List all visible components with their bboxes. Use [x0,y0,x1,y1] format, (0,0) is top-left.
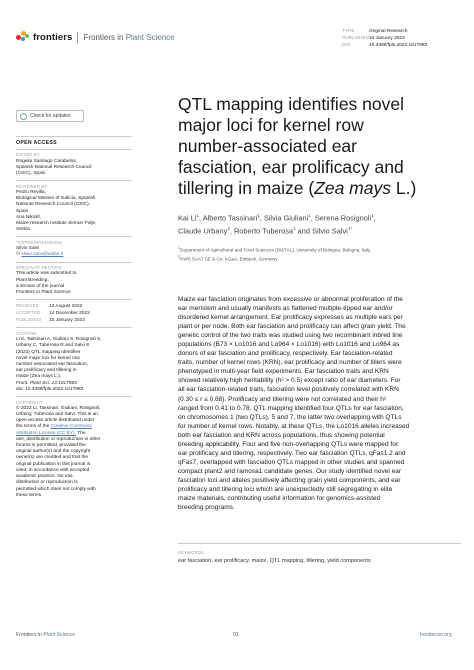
reviewers: Pedro Revilla, Biological Mission of Galicia, Spanish National Research Council (CSIC), Spain Ana Nikolić, Maize research Institute Zemun Polje, Serbia [16,190,97,233]
author: Silvio Salvi [312,226,348,236]
author: Roberto Tuberosa [233,226,294,236]
open-access-label: OPEN ACCESS [16,139,57,146]
page-number: 01 [233,632,239,638]
author: Serena Rosignoli [314,213,372,223]
article-type: Original Research [369,29,408,34]
keywords-divider [178,543,461,544]
brand-name: frontiers [33,31,73,43]
publish-date: 10 January 2023 [369,36,405,42]
article-title: QTL mapping identifies novel major loci for kernel row number-associated ear fasciation, ear prolificacy and tillering in maize (Zea mays L.) [178,94,417,198]
specialty-section: This article was submitted to Plant Breeding, a section of the journal Frontiers in Plant Science [16,271,77,296]
sidebar: OPEN ACCESS EDITED BY Rogelio Santiago Carabelos, Spanish National Research Council (CSIC), Spain REVIEWED BY Pedro Revilla, Biological Mission of Galicia, Spanish National Research Council (CSIC), Spain Ana Nikolić, Maize research Institute Zemun Polje, Serbia *CORRESPONDENCE Silvio Salvi ✉ silvio.salvi@unibo.it SPECIALTY SECTION This article was submitted to Plant Breeding, a section of the journal Frontiers in Plant Science RECEIVED 12 August 2022 ACCEPTED 14 December 2022 PUBLISHED 10 January 2023 CITATION Li K, Tassinari A, Giuliani S, Rosignoli S, Urbany C, Tuberosa R and Salvi S (2023) QTL mapping identifies novel major loci for kernel row number-associated ear fasciation, ear prolificacy and tillering in maize (Zea mays L.). Front. Plant Sci. 13:1017983. doi: 10.3389/fpls.2022.1017983 COPYRIGHT © 2023 Li, Tassinari, Giuliani, Rosignoli, Urbany, Tuberosa and Salvi. This is an open-access article distributed under the terms of the Creative Commons Attribution License (CC BY). The use, distribution or reproduction in other forums is permitted, provided the original author(s) and the copyright owner(s) are credited and that the original publication in this journal is cited, in accordance with accepted academic practice. No use, distribution or reproduction is permitted which does not comply with these terms. [16,133,132,499]
abstract: Maize ear fasciation originates from excessive or abnormal proliferation of the ear meristem and usually manifests as flattened multiple-tipped ear and/or disordered kernel arrangement. Ear prolificacy expresses as multiple ears per plant or per node. Both ear fasciation and prolificacy can affect grain yield. The genetic control of the two traits was studied using two recombinant inbred line populations (B73 × Lo1016 and Lo964 × Lo1016) with Lo1016 and Lo964 as donors of ear fasciation and prolificacy, respectively. Ear fasciation-related traits, number of kernel rows (KRN), ear prolificacy and number of tillers were phenotyped in multi-year field experiments. Ear fasciation traits and KRN showed relatively high heritability (h² > 0.5) except ratio of ear diameters. For all ear fasciation-related traits, fasciation level positively correlated with KRN (0.30 ≤ r ≤ 0.68). Prolificacy and tillering were not correlated and their h² ranged from 0.41 to 0.78. QTL mapping identified four QTLs for ear fasciation, on chromosomes 1 (two QTLs), 5 and 7, the latter two overlapping with QTLs for number of kernel rows. Notably, at these QTLs, the Lo1016 alleles increased both ear fasciation and KRN across populations, thus showing potential breeding applicability. Four and five non-overlapping QTLs were mapped for ear prolificacy and tillering, respectively. Two ear fasciation QTLs, qFas1.2 and qFas7, overlapped with fasciation QTLs mapped in other studies and spanned compact plant2 and ramosa1 candidate genes. Our study identified novel ear fasciation loci and alleles positively affecting grain yield components, and ear prolificacy and tillering loci which are unexpectedly still segregating in elite maize materials, contributing useful information for genomics-assisted breeding programs. [178,296,410,512]
author: Kai Li [178,213,197,223]
correspondence: Silvio Salvi ✉ silvio.salvi@unibo.it [16,246,64,258]
author: Silvia Giuliani [263,213,309,223]
cc-by-link[interactable]: Attribution License (CC BY). [16,430,76,436]
received-row: RECEIVED 12 August 2022 [16,302,83,309]
author-list: Kai Li$^1$, Alberto Tassinari$^1$, Silvia Giuliani$^1$, Serena Rosignoli$^1$, Claude Urbany$^2$, Roberto Tuberosa$^1$ and Silvio Salvi$^{1*}$ [178,213,376,236]
keywords: ear fasciation, ear prolificacy, maize, QTL mapping, tillering, yield components [178,558,371,564]
footer-journal: Frontiers in Plant Science [16,632,76,638]
footer-site-link[interactable]: frontiersin.org [420,632,452,638]
header-divider [77,32,78,43]
article-meta: TYPE Original Research PUBLISHED10 January 2023 DOI 10.3389/fpls.2022.1017983 [342,29,428,49]
accepted-row: ACCEPTED 14 December 2022 [16,310,90,317]
citation: Li K, Tassinari A, Giuliani S, Rosignoli S, Urbany C, Tuberosa R and Salvi S (2023) QTL mapping identifies novel major loci for kernel row number-associated ear fasciation, ear prolificacy and tillering in maize (Zea mays L.). Front. Plant Sci. 13:1017983. doi: 10.3389/fpls.2022.1017983 [16,337,102,392]
author: Alberto Tassinari [202,213,258,223]
doi-link[interactable]: 10.3389/fpls.2022.1017983 [369,43,428,49]
frontiers-logo-icon [16,31,30,43]
refresh-icon [20,113,27,120]
published-row: PUBLISHED 10 January 2023 [16,317,85,324]
journal-title: Frontiers in Plant Science [83,32,175,42]
keywords-block: KEYWORDS ear fasciation, ear prolificacy, maize, QTL mapping, tillering, yield components [178,549,461,565]
copyright: © 2023 Li, Tassinari, Giuliani, Rosignoli, Urbany, Tuberosa and Salvi. This is an open-access article distributed under the terms of the Creative Commons Attribution License (CC BY). The use, distribution or reproduction in other forums is permitted, provided the original author(s) and the copyright owner(s) are credited and that the original publication in this journal is cited, in accordance with accepted academic practice. No use, distribution or reproduction is permitted which does not comply with these terms. [16,405,101,498]
affiliations: $^1$Department of Agricultural and Food Sciences (DISTAL), University of Bologna, Bologna, Italy, $^2$KWS SAAT SE & Co. KGaA, Einbeck, Germany [178,246,372,262]
author: Claude Urbany [178,226,228,236]
check-updates-button[interactable]: Check for updates [16,110,84,122]
journal-header [16,31,175,43]
cc-license-link[interactable]: Creative Commons [50,424,92,430]
editor: Rogelio Santiago Carabelos, Spanish National Research Council (CSIC), Spain [16,158,92,176]
email-link[interactable]: silvio.salvi@unibo.it [21,252,64,258]
